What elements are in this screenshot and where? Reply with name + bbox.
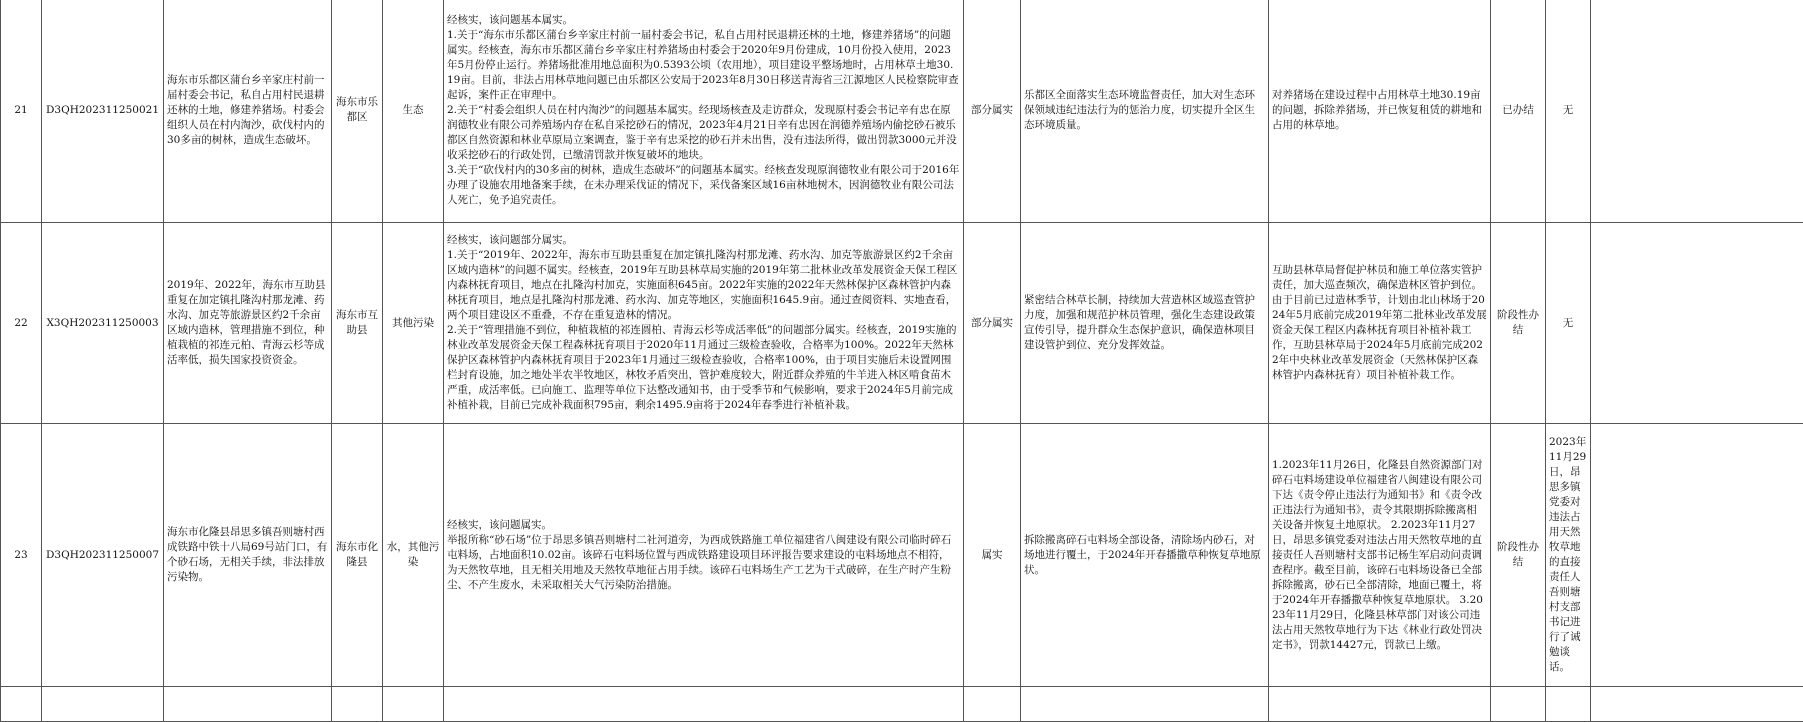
rectification-progress: 1.2023年11月26日，化隆县自然资源部门对碎石屯料场建设单位福建省八闽建设有限公司下达《责令停止违法行为通知书》和《责令改正违法行为通知书》，责令其限期拆除搬离相关设备并恢复土地原状。 2.2023年11月27日，昂思多镇党委对违法占用天然牧草地的直接责任人吾则塘村支部书记杨生军启动问责调查程序。截至目前，该碎石屯料场设备已全部拆除搬离，砂石已全部清除，地面已覆土，将于2024年开春播撒草种恢复草地原状。 3.2023年11月29日，化隆县林草部门对该公司违法占用天然牧草地行为下达《林业行政处罚决定书》，罚款14427元，罚款已上缴。 (1269, 424, 1491, 687)
case-status: 阶段性办结 (1491, 424, 1546, 687)
case-code: X3QH202311250003 (42, 223, 164, 424)
row-number: 22 (1, 223, 42, 424)
accountability: 无 (1546, 223, 1591, 424)
rectification-goal: 乐都区全面落实生态环境监督责任，加大对生态环保领域违纪违法行为的惩治力度，切实提升全区生态环境质量。 (1021, 0, 1269, 223)
table-row (1, 687, 1803, 722)
pollution-category: 生态 (383, 0, 444, 223)
investigation-findings: 经核实，该问题基本属实。 1.关于“海东市乐都区蒲台乡辛家庄村前一届村委会书记，私自占用村民退耕还林的土地，修建养猪场”的问题属实。经核查，海东市乐都区蒲台乡辛家庄村养猪场由村委会于2020年9月份建成，10月份投入使用，2023年5月份停止运行。养猪场批准用地总面积为0.5393公顷（农用地），项目建设平整场地时，占用林草土地30.19亩。目前，非法占用林草地问题已由乐都区公安局于2023年8月30日移送青海省三江源地区人民检察院审查起诉，案件正在审理中。 2.关于“村委会组织人员在村内淘沙”的问题基本属实。经现场核查及走访群众，发现原村委会书记辛有忠在原润德牧业有限公司养殖场内存在私自采挖砂石的情况，2023年4月21日辛有忠因在润德养殖场内偷挖砂石被乐都区自然资源和林业草原局立案调查，鉴于辛有忠采挖的砂石并未出售，没有违法所得，做出罚款3000元并没收采挖砂石的行政处罚，已缴清罚款并恢复破坏的地块。 3.关于“砍伐村内的30多亩的树林，造成生态破坏”的问题基本属实。经核查发现原润德牧业有限公司于2016年办理了设施农用地备案手续，在未办理采伐证的情况下，采伐备案区域16亩林地树木，因润德牧业有限公司法人死亡，免予追究责任。 (444, 0, 964, 223)
administrative-region: 海东市化隆县 (332, 424, 383, 687)
complaint-content: 海东市乐都区蒲台乡辛家庄村前一届村委会书记，私自占用村民退耕还林的土地，修建养猪场。村委会组织人员在村内淘沙，砍伐村内的30多亩的树林，造成生态破坏。 (164, 0, 332, 223)
case-code: D3QH202311250007 (42, 424, 164, 687)
rectification-goal: 拆除搬离碎石屯料场全部设备，清除场内砂石，对场地进行覆土，于2024年开春播撒草种恢复草地原状。 (1021, 424, 1269, 687)
table-row (1, 0, 1803, 223)
extra-cell (1591, 424, 1803, 687)
investigation-findings: 经核实，该问题部分属实。 1.关于“2019年、2022年，海东市互助县重复在加定镇扎隆沟村那龙滩、药水沟、加克等旅游景区约2千余亩区域内造林”的问题不属实。经核查，2019年互助县林草局实施的2019年第二批林业改革发展资金天保工程区内森林抚育项目，地点在扎隆沟村加克，实施面积645亩。2022年实施的2022年天然林保护区森林管护内森林抚育项目，地点是扎隆沟村那龙滩、药水沟、加克等地区，实施面积1645.9亩。通过查阅资料、实地查看，两个项目建设区不重叠，不存在重复造林的情况。 2.关于“管理措施不到位，种植栽植的祁连圆柏、青海云杉等成活率低”的问题部分属实。经核查，2019实施的林业改革发展资金天保工程森林抚育项目于2020年11月通过三级检查验收，合格率为100%。2022年天然林保护区森林管护内森林抚育项目于2023年1月通过三级检查验收，合格率100%，由于项目实施后未设置网围栏封育设施，加之地处半农半牧地区，林牧矛盾突出，管护难度较大，附近群众养殖的牛羊进入林区啃食苗木严重，成活率低。已向施工、监理等单位下达整改通知书，由于受季节和气候影响，要求于2024年5月前完成补植补栽，目前已完成补栽面积795亩，剩余1495.9亩将于2024年春季进行补植补栽。 (444, 223, 964, 424)
row-number: 21 (1, 0, 42, 223)
administrative-region: 海东市乐都区 (332, 0, 383, 223)
table-row (1, 424, 1803, 687)
verification-result: 属实 (964, 424, 1021, 687)
accountability: 2023年11月29日，昂思多镇党委对违法占用天然牧草地的直接责任人吾则塘村支部书记进行了诫勉谈话。 (1546, 424, 1591, 687)
pollution-category: 水，其他污染 (383, 424, 444, 687)
pollution-category: 其他污染 (383, 223, 444, 424)
verification-result: 部分属实 (964, 223, 1021, 424)
extra-cell (1591, 223, 1803, 424)
rectification-progress: 互助县林草局督促护林员和施工单位落实管护责任，加大巡查频次，确保造林区管护到位。由于目前已过造林季节，计划由北山林场于2024年5月底前完成2019年第二批林业改革发展资金天保工程区内森林抚育项目补植补栽工作，互助县林草局于2024年5月底前完成2022年中央林业改革发展资金（天然林保护区森林管护内森林抚育）项目补植补栽工作。 (1269, 223, 1491, 424)
extra-cell (1591, 0, 1803, 223)
case-status: 阶段性办结 (1491, 223, 1546, 424)
accountability: 无 (1546, 0, 1591, 223)
case-code: D3QH202311250021 (42, 0, 164, 223)
rectification-progress: 对养猪场在建设过程中占用林草土地30.19亩的问题，拆除养猪场，并已恢复租赁的耕地和占用的林草地。 (1269, 0, 1491, 223)
complaint-content: 海东市化隆县昂思多镇吾则塘村西成铁路中铁十八局69号站门口，有个砂石场，无相关手续，非法排放污染物。 (164, 424, 332, 687)
investigation-findings: 经核实，该问题属实。 举报所称“砂石场”位于昂思多镇吾则塘村二社河道旁，为西成铁路施工单位福建省八闽建设有限公司临时碎石屯料场，占地面积10.02亩。该碎石屯料场位置与西成铁路建设项目环评报告要求建设的屯料场地点不相符，为天然牧草地，且无相关用地及天然牧草地征占用手续。该碎石屯料场生产工艺为干式破碎，在生产时产生粉尘、不产生废水，未采取相关大气污染防治措施。 (444, 424, 964, 687)
case-status: 已办结 (1491, 0, 1546, 223)
administrative-region: 海东市互助县 (332, 223, 383, 424)
complaint-content: 2019年、2022年，海东市互助县重复在加定镇扎隆沟村那龙滩、药水沟、加克等旅游景区约2千余亩区域内造林，管理措施不到位，种植栽植的祁连元柏、青海云杉等成活率低，损失国家投资资金。 (164, 223, 332, 424)
row-number: 23 (1, 424, 42, 687)
table-row (1, 223, 1803, 424)
verification-result: 部分属实 (964, 0, 1021, 223)
rectification-goal: 紧密结合林草长制，持续加大营造林区域巡查管护力度，加强和规范护林员管理，强化生态建设政策宣传引导，提升群众生态保护意识，确保造林项目建设管护到位、充分发挥效益。 (1021, 223, 1269, 424)
